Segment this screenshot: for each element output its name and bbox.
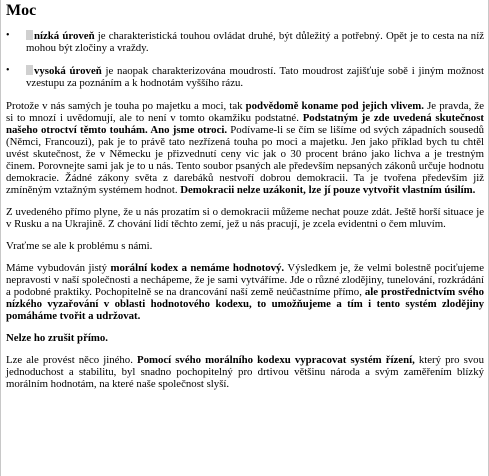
text-run: Lze ale provést něco jiného. (6, 354, 137, 366)
highlight-marker-icon (26, 65, 33, 75)
text-bold: Podstatným je zde uvedená skutečnost našeho otroctví těmto touhám. Ano jsme otroci. (6, 112, 484, 136)
paragraph-2: Z uvedeného přímo plyne, že u nás prozatím si o demokracii můžeme nechat pouze zdát. Ještě horší situace je v Rusku a na Ukrajině. Z chování lidí těchto zemí, jež u nás pracují, je zcela evidentni o čem mluvím. (6, 206, 484, 230)
text-bold: ale prostřednictvím svého nízkého vyzařování v oblasti hodnotového kodexu, to umožňujeme a tím i tento systém zlodějiny pomáháme tvořit a udržovat. (6, 286, 484, 322)
text-bold: Demokracii nelze uzákonit, lze jí pouze vytvořit vlastním úsilím. (180, 184, 476, 196)
paragraph-6 (6, 354, 484, 390)
bullet-text: je naopak charakterizována moudrostí. Tato moudrost zajišťuje sobě i jiným možnost vzestupu za poznáním a k hodnotám vyššího rázu. (26, 65, 484, 89)
paragraph-5 (6, 332, 484, 344)
paragraph-3: Vraťme se ale k problému s námi. (6, 240, 153, 252)
text-bold: podvědomě koname pod jejich vlivem. (245, 100, 424, 112)
text-run: který pro svou jednoduchost a stabilitu, byl snadno pochopitelný pro drtivou většinu národa a svým zaměřením blízký morálním hodnotám, na které naše společnost slyší. (6, 354, 484, 390)
text-bold: morální kodex a nemáme hodnotový. (110, 262, 285, 274)
list-item (6, 30, 484, 54)
text-bold: Pomocí svého morálního kodexu vypracovat systém řízení, (136, 354, 415, 366)
bullet-term: vysoká úroveň (34, 65, 102, 77)
paragraph-1 (6, 100, 484, 196)
list-item (6, 65, 484, 89)
text-run: Podívame-li se čím se lišíme od svých západních sousedů (Němci, Francouzi), pak je to právě tato nezřízená touha po moci a majetku. Jen jako příklad bych tu chtěl uvést skutečnost, že v Německu je přizvednutí ceny vic jak o 30 procent bráno jako lichva a je trestným činem. Porovnejte sami jak je to u nás. Tento soubor psaných ale především nepsaných zákonů určuje hodnotu demokracie. Žádné zákony světa z darebáků nestvoří dobrou demokracii. Ta je tvořena především již zmíněným vztažným systémem hodnot. (6, 124, 484, 196)
bullet-term: nízká úroveň (34, 30, 95, 42)
text-run: Je pravda, že si to mnozí i uvědomují, ale to není v tomto okamžiku podstatné. (6, 100, 484, 124)
highlight-marker-icon (26, 30, 33, 40)
text-run: Výsledkem je, že velmi bolestně pociťujeme nepravosti v naší společnosti a nechápeme, že je sami vytváříme. Jde o různé zlodějiny, tunelování, rozkrádání a podobné praktiky. Pochopitelně se na drancování naší země neúčastníme přímo, (6, 262, 485, 298)
page-title: Moc (6, 2, 37, 19)
bullet-icon: • (6, 30, 10, 41)
text-run: Máme vybudován jistý (6, 262, 111, 274)
text-run: Protože v nás samých je touha po majetku a moci, tak (6, 100, 246, 112)
bullet-icon: • (6, 65, 10, 76)
paragraph-4 (6, 262, 484, 322)
bullet-text: je charakteristická touhou ovládat druhé, být důležitý a potřebný. Opět je to cesta na níž mohou být zločiny a vraždy. (26, 30, 484, 54)
text-bold: Nelze ho zrušit přímo. (6, 332, 108, 344)
